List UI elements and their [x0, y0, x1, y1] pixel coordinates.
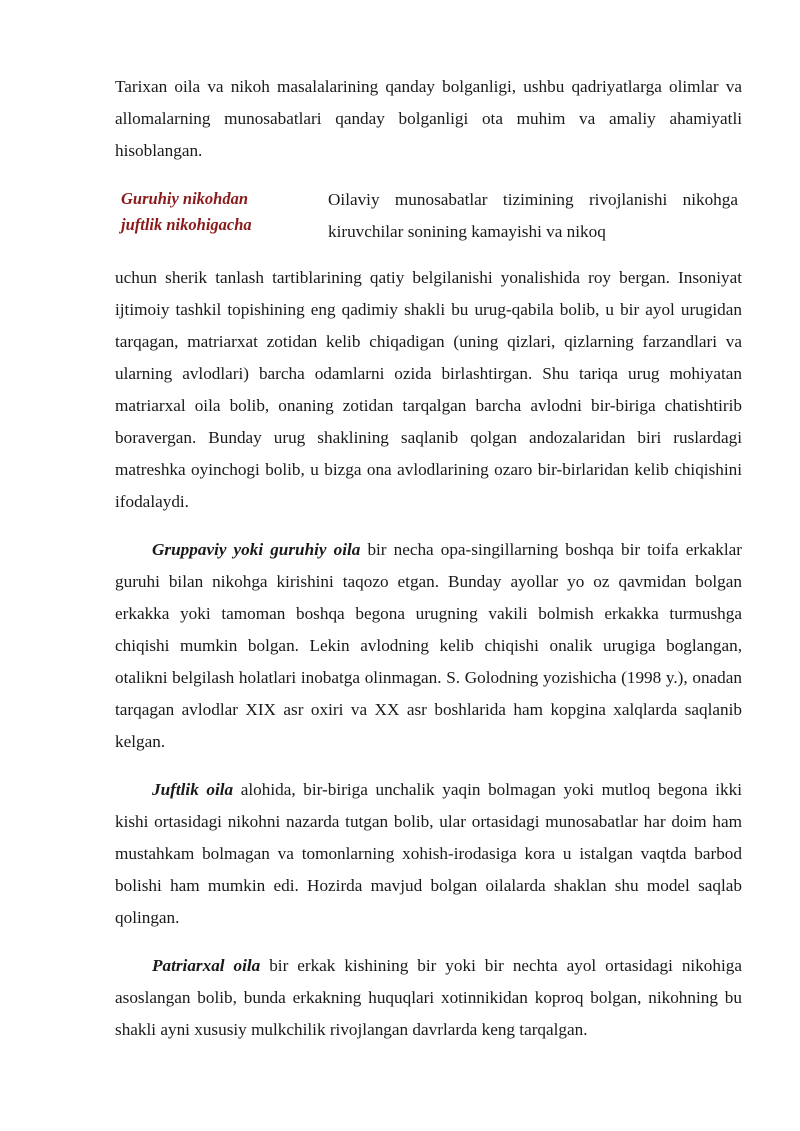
juftlik-term: Juftlik oila	[152, 780, 234, 799]
juftlik-paragraph	[115, 774, 742, 934]
urug-paragraph: uchun sherik tanlash tartiblarining qatiy belgilanishi yonalishida roy bergan. Insoniyat ijtimoiy tashkil topishining eng qadimiy shakli bu urug-qabila bolib, u bir ayol urugidan tarqagan, matriarxat zotidan kelib chiqadigan (uning qizlari, qizlarning farzandlari va ularning avlodlari) barcha odamlarni ozida birlashtirgan. Shu tariqa urug mohiyatan matriarxal oila bolib, onaning zotidan tarqalgan barcha avlodni bir-biriga chatishtirib boravergan. Bunday urug shaklining saqlanib qolgan andozalaridan biri ruslardagi matreshka oyinchogi bolib, u bizga ona avlodlarining ozaro bir-birlaridan kelib chiqishini ifodalaydi.	[115, 268, 742, 511]
side-paragraph: Oilaviy munosabatlar tizimining rivojlanishi nikohga kiruvchilar sonining kamayishi va nikoq	[328, 190, 738, 241]
patriarxal-paragraph	[115, 950, 742, 1046]
gruppaviy-text: bir necha opa-singillarning boshqa bir toifa erkaklar guruhi bilan nikohga kirishini taqozo etgan. Bunday ayollar yo oz qavmidan bolgan erkakka yoki tamoman boshqa begona urugning vakili bolmish erkakka turmushga chiqishi mumkin bolgan. Lekin avlodning kelib chiqishi onalik urugiga boglangan, otalikni belgilash holatlari inobatga olinmagan. S. Golodning yozishicha (1998 y.), onadan tarqagan avlodlar XIX asr oxiri va XX asr boshlarida ham kopgina xalqlarda saqlanib kelgan.	[115, 540, 743, 751]
juftlik-text: alohida, bir-biriga unchalik yaqin bolmagan yoki mutloq begona ikki kishi ortasidagi nikohni nazarda tutgan bolib, ular ortasidagi munosabatlar har doim ham mustahkam bolmagan va tomonlarning xohish-irodasiga kora u istalgan vaqtda barbod bolishi ham mumkin edi. Hozirda mavjud bolgan oilalarda shaklan shu model saqlab qolingan.	[115, 780, 742, 927]
gruppaviy-paragraph	[115, 534, 742, 758]
patriarxal-term: Patriarxal oila	[152, 956, 261, 975]
intro-paragraph: Tarixan oila va nikoh masalalarining qanday bolganligi, ushbu qadriyatlarga olimlar va allomalarning munosabatlari qanday bolganligi ota muhim va amaliy ahamiyatli hisoblangan.	[115, 77, 742, 160]
margin-heading	[121, 186, 311, 238]
gruppaviy-term: Gruppaviy yoki guruhiy oila	[152, 540, 361, 559]
margin-heading-line-1: Guruhiy nikohdan	[121, 189, 249, 208]
margin-heading-line-2: juftlik nikohigacha	[121, 215, 252, 234]
patriarxal-text: bir erkak kishining bir yoki bir nechta ayol ortasidagi nikohiga asoslangan bolib, bunda erkakning huquqlari xotinnikidan koproq bolgan, nikohning bu shakli ayni xususiy mulkchilik rivojlangan davrlarda keng tarqalgan.	[115, 956, 742, 1039]
